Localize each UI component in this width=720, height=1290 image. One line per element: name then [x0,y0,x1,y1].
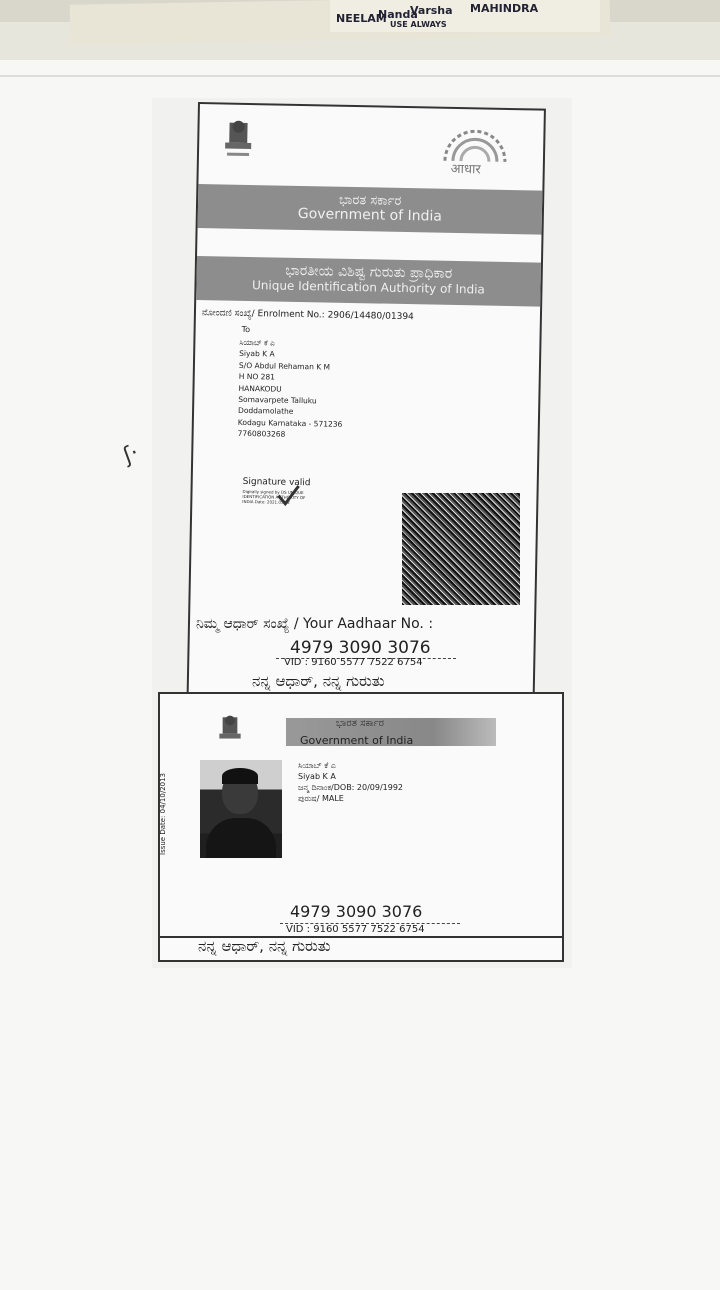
strip-item: Varsha [410,4,453,17]
strip-item: Nanda [378,8,418,21]
govt-band [198,184,543,235]
gender: ಪುರುಷ/ MALE [298,794,344,803]
govt-english-small: Government of India [300,734,414,747]
emblem-icon [221,118,256,163]
address-line: H NO 281 [238,372,276,382]
signature-status: Signature valid [242,476,311,489]
govt-english: Government of India [297,205,443,225]
photo-hair [222,768,258,784]
uidai-band [196,256,541,307]
holder-photo [200,760,282,858]
strip-item: MAHINDRA [470,2,539,15]
strip-item: USE ALWAYS [390,20,447,29]
address-line: Somavarpete Talluku [238,394,317,406]
holder-details [298,760,403,804]
address-line: HANAKODU [238,383,282,394]
govt-kannada: ಭಾರತ ಸರ್ಕಾರ [338,192,402,209]
aadhaar-number-bottom: 4979 3090 3076 [290,902,423,921]
address-line: ಸಿಯಾಬ್ ಕೆ ಎ [239,337,275,348]
vid-top: VID : 9160 5577 7522 6754 [284,657,423,668]
name-kannada: ಸಿಯಾಬ್ ಕೆ ಎ [298,761,336,770]
pen-mark: ʃ· [120,440,143,469]
address-line: 7760803268 [237,429,286,439]
address-line: Kodagu Karnataka - 571236 [237,417,343,429]
emblem-icon [216,714,244,750]
issue-date: Issue Date: 04/10/2013 [159,773,167,855]
your-aadhaar-label: ನಿಮ್ಮ ಆಧಾರ್ ಸಂಖ್ಯೆ / Your Aadhaar No. : [196,616,434,632]
govt-kannada-small: ಭಾರತ ಸರ್ಕಾರ [336,718,384,729]
checkmark-icon [276,484,300,508]
paper-edge [0,75,720,77]
qr-code [402,493,520,605]
strip-item: NEELAM [336,12,387,25]
address-line: S/O Abdul Rehaman K M [238,360,331,372]
vid-bottom: VID : 9160 5577 7522 6754 [286,924,425,935]
enrolment-number: ನೋಂದಣಿ ಸಂಖ್ಯೆ/ Enrolment No.: 2906/14480/01394 [201,308,414,323]
signature-details: Digitally signed by DS UNIQUE IDENTIFICATION AUTHORITY OF INDIA Date: 2021.05.12 [242,488,306,505]
address-line: Doddamolathe [237,406,294,417]
aadhaar-number-top: 4979 3090 3076 [290,638,431,658]
uidai-kannada: ಭಾರತೀಯ ವಿಶಿಷ್ಟ ಗುರುತು ಪ್ರಾಧಿಕಾರ [285,262,453,282]
slogan-top: ನನ್ನ ಆಧಾರ್, ನನ್ನ ಗುರುತು [252,672,385,690]
to-label: To [241,324,251,335]
address-block [238,337,344,442]
address-line: Siyab K A [239,349,275,359]
aadhaar-logo-text: आधार [450,161,481,178]
date-of-birth: ಜನ್ಮ ದಿನಾಂಕ/DOB: 20/09/1992 [298,783,404,792]
uidai-english: Unique Identification Authority of India [251,278,485,297]
top-label-strip [330,0,600,32]
photo-body [206,818,276,858]
holder-name: Siyab K A [298,772,336,781]
slogan-bottom: ನನ್ನ ಆಧಾರ್, ನನ್ನ ಗುರುತು [198,937,331,955]
